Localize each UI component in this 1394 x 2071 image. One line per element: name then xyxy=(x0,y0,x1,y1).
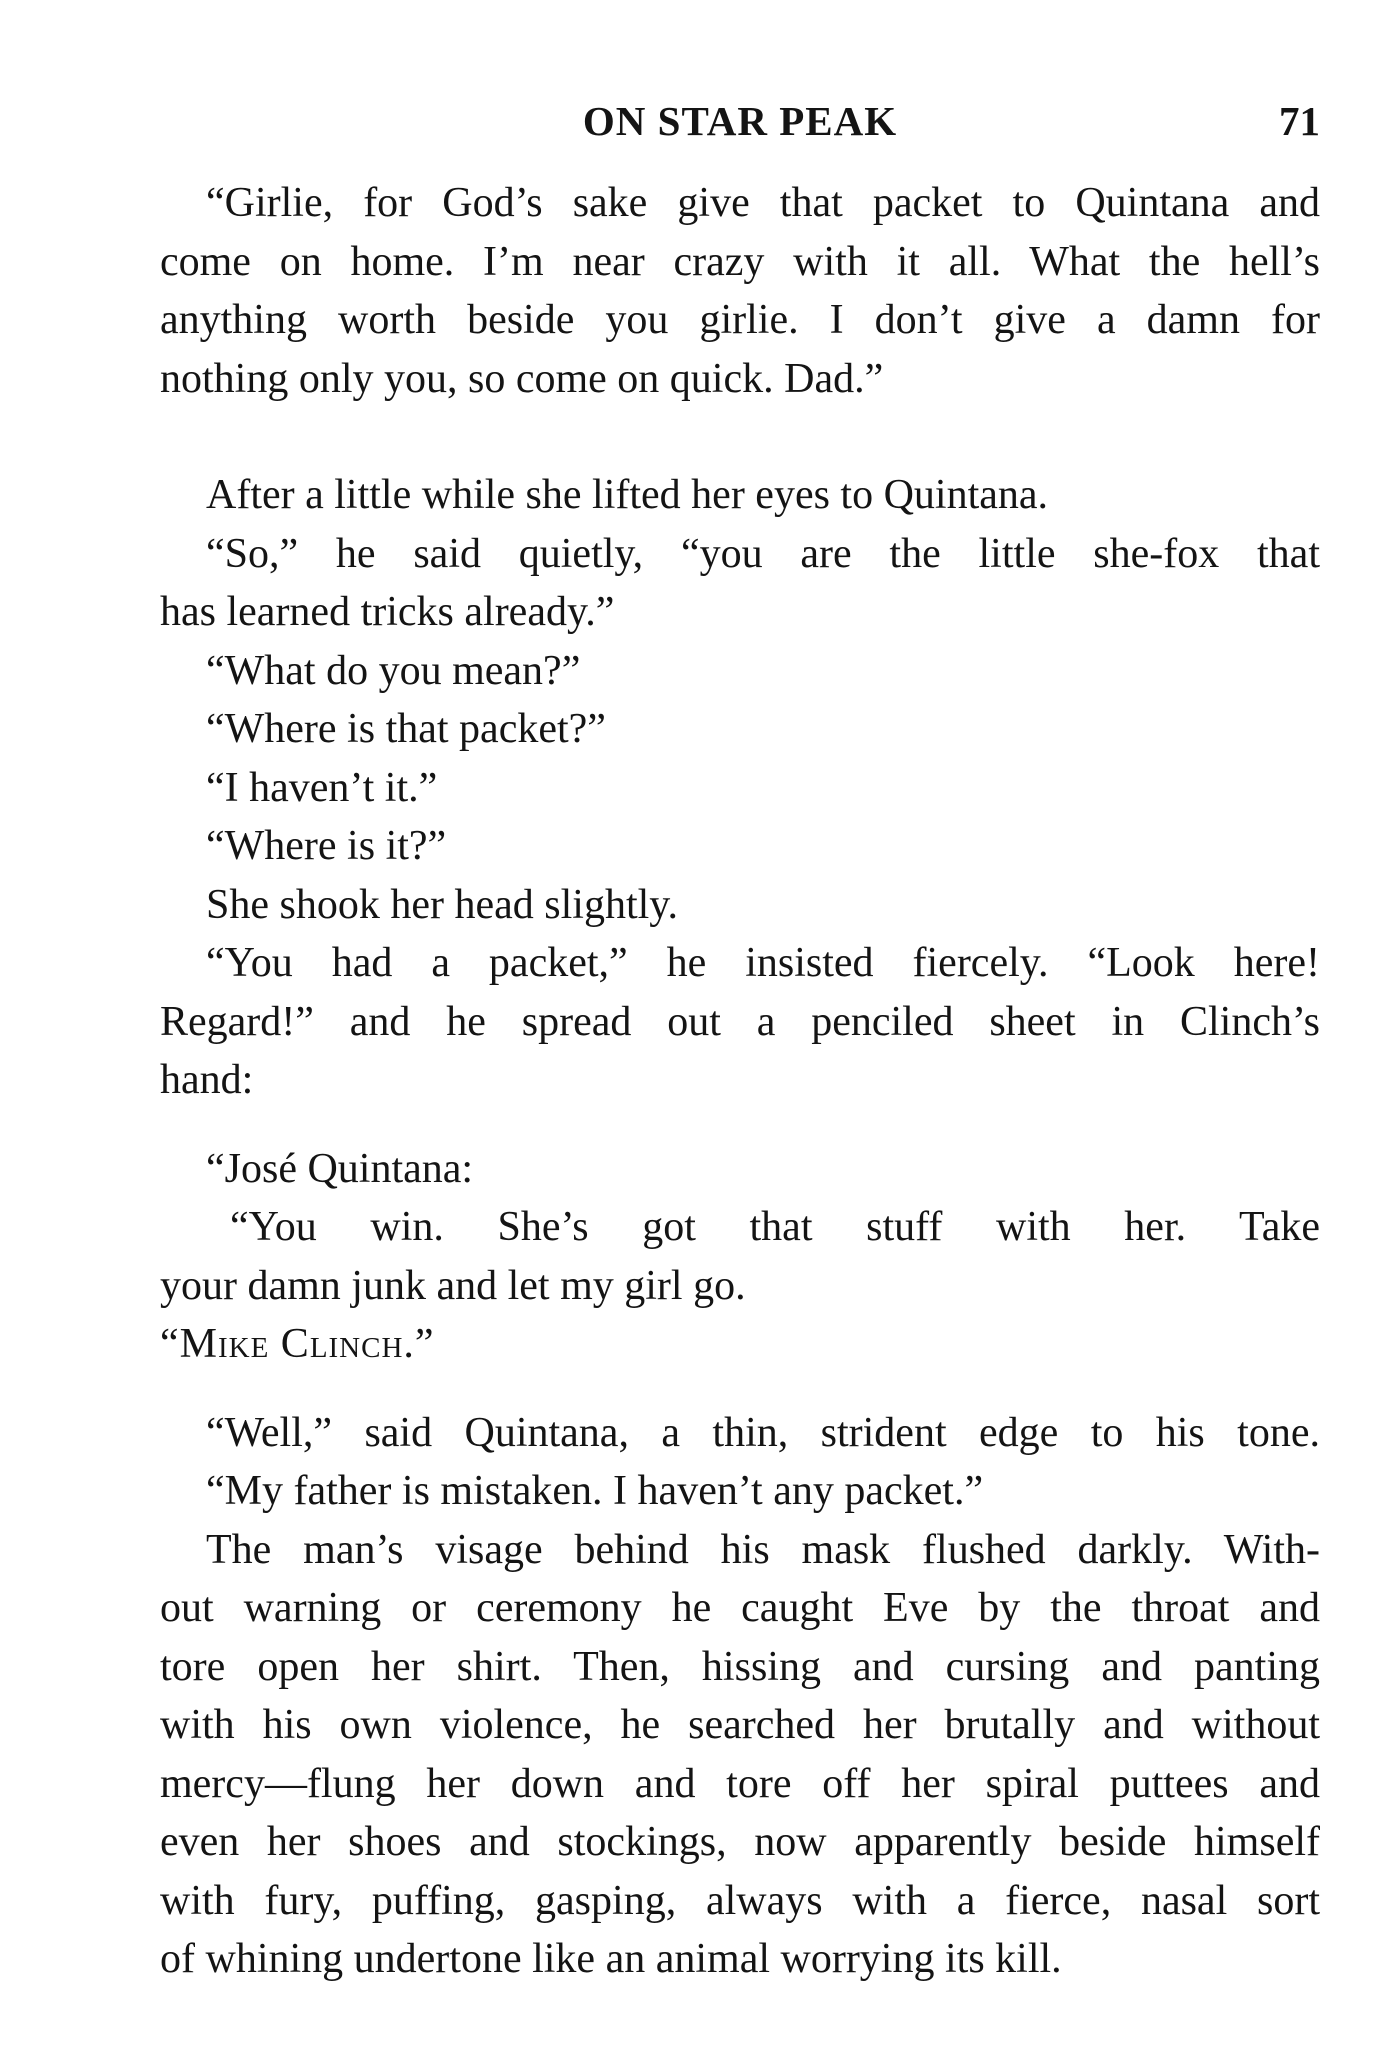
text-line: “So,” he said quietly, “you are the little she-fox that xyxy=(206,530,1320,577)
text-line: “My father is mistaken. I haven’t any packet.” xyxy=(206,1468,984,1514)
letter-from-dad xyxy=(160,174,1320,408)
text-line: “Well,” said Quintana, a thin, strident edge to his tone. xyxy=(206,1409,1320,1456)
letter-signature: “Mike Clinch.” xyxy=(160,1321,435,1367)
text-line: nothing only you, so come on quick. Dad.” xyxy=(160,355,884,402)
text-line: mercy—flung her down and tore off her spiral puttees and xyxy=(160,1760,1320,1807)
page-number: 71 xyxy=(1279,98,1320,144)
text-line: “Girlie, for God’s sake give that packet to Quintana and xyxy=(206,180,1320,226)
text-line: Regard!” and he spread out a penciled sheet in Clinch’s xyxy=(160,998,1320,1045)
text-line: anything worth beside you girlie. I don’t give a damn for xyxy=(160,297,1320,343)
text-line: After a little while she lifted her eyes to Quintana. xyxy=(206,472,1049,518)
text-line: even her shoes and stockings, now apparently beside himself xyxy=(160,1819,1320,1865)
text-line: out warning or ceremony he caught Eve by the throat and xyxy=(160,1585,1320,1631)
text-line: has learned tricks already.” xyxy=(160,589,615,635)
running-title: ON STAR PEAK xyxy=(582,98,898,144)
text-line: “You win. She’s got that stuff with her. Take xyxy=(230,1204,1320,1250)
text-line: “What do you mean?” xyxy=(206,647,581,694)
text-line: hand: xyxy=(160,1057,254,1103)
text-line: The man’s visage behind his mask flushed darkly. With- xyxy=(206,1526,1320,1573)
text-line: tore open her shirt. Then, hissing and cursing and panting xyxy=(160,1643,1320,1690)
letter-salutation: “José Quintana: xyxy=(206,1145,474,1192)
text-line: with fury, puffing, gasping, always with a fierce, nasal sort xyxy=(160,1877,1320,1924)
page-header xyxy=(160,93,1320,149)
text-line: “Where is that packet?” xyxy=(206,706,606,752)
text-line: “I haven’t it.” xyxy=(206,764,438,811)
text-line: “Where is it?” xyxy=(206,823,447,869)
dialogue-section xyxy=(160,1404,1320,1989)
text-line: come on home. I’m near crazy with it all. What the hell’s xyxy=(160,238,1320,285)
text-line: “You had a packet,” he insisted fiercely. “Look here! xyxy=(206,940,1320,986)
text-line: your damn junk and let my girl go. xyxy=(160,1262,746,1309)
letter-from-clinch xyxy=(160,1140,1320,1374)
text-line: with his own violence, he searched her brutally and without xyxy=(160,1702,1320,1748)
text-line: She shook her head slightly. xyxy=(206,881,679,928)
page-body xyxy=(160,174,1320,1989)
dialogue-section xyxy=(160,466,1320,1110)
text-line: of whining undertone like an animal worrying its kill. xyxy=(160,1936,1062,1982)
